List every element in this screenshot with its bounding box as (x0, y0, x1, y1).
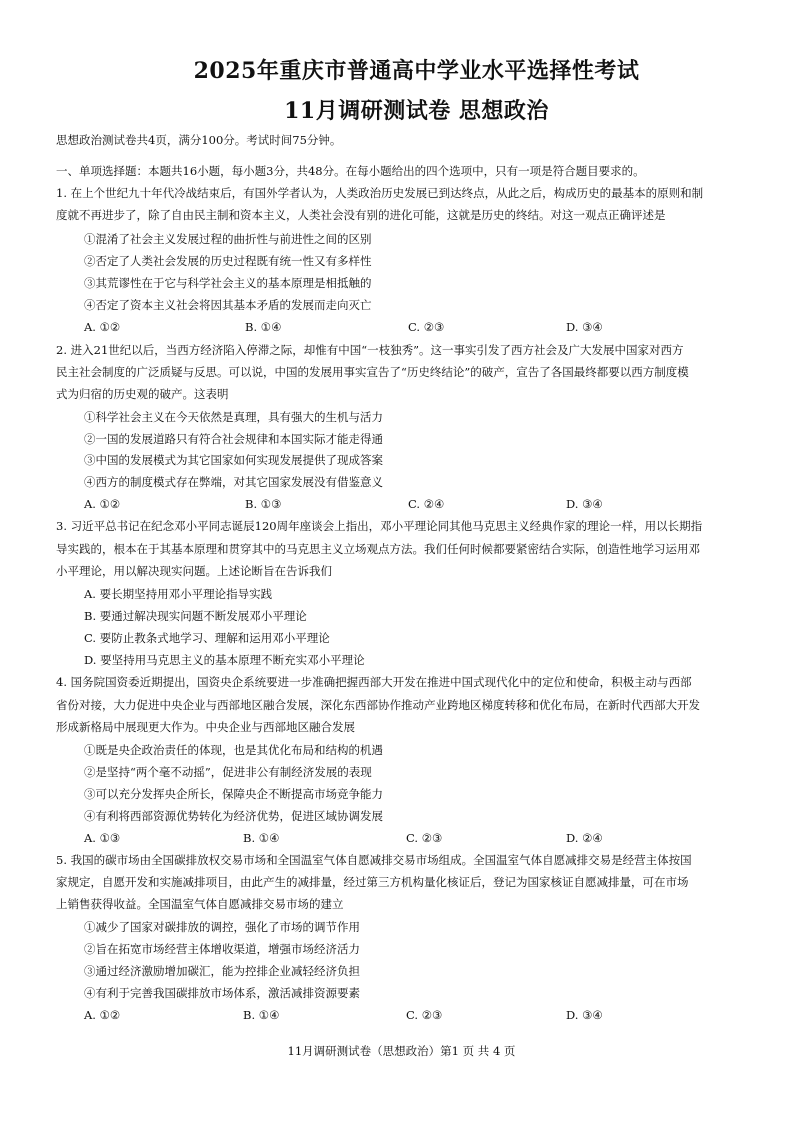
q2-statement-1: ①科学社会主义在今天依然是真理，具有强大的生机与活力 (84, 410, 383, 424)
q4-statement-4: ④有利将西部资源优势转化为经济优势，促进区域协调发展 (84, 809, 383, 823)
q2-option-d: D. ③④ (566, 497, 603, 511)
q2-statement-4: ④西方的制度模式存在弊端，对其它国家发展没有借鉴意义 (84, 475, 383, 489)
q2-stem-line-3: 式为归宿的历史观的破产。这表明 (56, 387, 229, 401)
q1-statement-4: ④否定了资本主义社会将因其基本矛盾的发展而走向灭亡 (84, 298, 372, 312)
q3-option-a: A. 要长期坚持用邓小平理论指导实践 (84, 587, 273, 601)
q4-option-d: D. ②④ (566, 831, 603, 845)
exam-subtitle: 11月调研测试卷 思想政治 (284, 98, 549, 124)
q3-option-b: B. 要通过解决现实问题不断发展邓小平理论 (84, 609, 307, 623)
q4-stem-line-3: 形成新格局中展现更大作为。中央企业与西部地区融合发展 (56, 720, 355, 734)
page-footer: 11月调研测试卷（思想政治）第1 页 共 4 页 (287, 1044, 516, 1058)
q3-option-d: D. 要坚持用马克思主义的基本原理不断充实邓小平理论 (84, 653, 365, 667)
q3-option-c: C. 要防止教条式地学习、理解和运用邓小平理论 (84, 631, 330, 645)
q5-statement-3: ③通过经济激励增加碳汇，能为控排企业减轻经济负担 (84, 964, 360, 978)
q2-option-a: A. ①② (84, 497, 121, 511)
q1-option-d: D. ③④ (566, 320, 603, 334)
q2-option-b: B. ①③ (245, 497, 282, 511)
q1-stem-line-2: 度就不再进步了，除了自由民主制和资本主义，人类社会没有别的进化可能，这就是历史的终结。对这一观点正确评述是 (56, 208, 666, 222)
q1-option-b: B. ①④ (245, 320, 282, 334)
q5-stem-line-2: 家规定，自愿开发和实施减排项目，由此产生的减排量，经过第三方机构量化核证后，登记为国家核证自愿减排量，可在市场 (56, 875, 689, 889)
exam-title: 2025年重庆市普通高中学业水平选择性考试 (193, 58, 640, 84)
q3-stem-line-1: 3. 习近平总书记在纪念邓小平同志诞辰120周年座谈会上指出，邓小平理论同其他马克思主义经典作家的理论一样，用以长期指 (56, 519, 703, 533)
q4-statement-2: ②是坚持“两个毫不动摇”，促进非公有制经济发展的表现 (84, 765, 372, 779)
q1-statement-1: ①混淆了社会主义发展过程的曲折性与前进性之间的区别 (84, 232, 372, 246)
section-heading: 一、单项选择题：本题共16小题，每小题3分，共48分。在每小题给出的四个选项中，只有一项是符合题目要求的。 (56, 164, 645, 178)
q1-statement-2: ②否定了人类社会发展的历史过程既有统一性又有多样性 (84, 254, 372, 268)
q4-statement-3: ③可以充分发挥央企所长，保障央企不断提高市场竞争能力 (84, 787, 383, 801)
q4-option-c: C. ②③ (406, 831, 443, 845)
q2-stem-line-2: 民主社会制度的广泛质疑与反思。可以说，中国的发展用事实宣告了“历史终结论”的破产，宣告了各国最终都要以西方制度模 (56, 365, 689, 379)
q4-stem-line-1: 4. 国务院国资委近期提出，国资央企系统要进一步准确把握西部大开发在推进中国式现代化中的定位和使命，积极主动与西部 (56, 675, 692, 689)
q3-stem-line-3: 小平理论，用以解决现实问题。上述论断旨在告诉我们 (56, 564, 332, 578)
q2-statement-3: ③中国的发展模式为其它国家如何实现发展提供了现成答案 (84, 453, 383, 467)
q2-stem-line-1: 2. 进入21世纪以后，当西方经济陷入停滞之际，却惟有中国“一枝独秀”。这一事实引发了西方社会及广大发展中国家对西方 (56, 343, 684, 357)
q4-option-b: B. ①④ (243, 831, 280, 845)
q5-stem-line-1: 5. 我国的碳市场由全国碳排放权交易市场和全国温室气体自愿减排交易市场组成。全国温室气体自愿减排交易是经营主体按国 (56, 853, 692, 867)
q2-option-c: C. ②④ (408, 497, 445, 511)
q5-option-b: B. ①④ (243, 1008, 280, 1022)
q5-statement-2: ②旨在拓宽市场经营主体增收渠道，增强市场经济活力 (84, 942, 360, 956)
q4-option-a: A. ①③ (84, 831, 121, 845)
q5-option-c: C. ②③ (406, 1008, 443, 1022)
exam-intro: 思想政治测试卷共4页，满分100分。考试时间75分钟。 (56, 133, 342, 147)
q4-statement-1: ①既是央企政治责任的体现，也是其优化布局和结构的机遇 (84, 743, 383, 757)
q5-option-a: A. ①② (84, 1008, 121, 1022)
q5-stem-line-3: 上销售获得收益。全国温室气体自愿减排交易市场的建立 (56, 897, 344, 911)
q2-statement-2: ②一国的发展道路只有符合社会规律和本国实际才能走得通 (84, 432, 383, 446)
q5-statement-1: ①减少了国家对碳排放的调控，强化了市场的调节作用 (84, 920, 360, 934)
q3-stem-line-2: 导实践的，根本在于其基本原理和贯穿其中的马克思主义立场观点方法。我们任何时候都要紧密结合实际，创造性地学习运用邓 (56, 542, 700, 556)
q4-stem-line-2: 省份对接，大力促进中央企业与西部地区融合发展，深化东西部协作推动产业跨地区梯度转移和优化布局，在新时代西部大开发 (56, 698, 700, 712)
q1-option-c: C. ②③ (408, 320, 445, 334)
q1-stem-line-1: 1. 在上个世纪九十年代冷战结束后，有国外学者认为，人类政治历史发展已到达终点，从此之后，构成历史的最基本的原则和制 (56, 186, 704, 200)
q5-statement-4: ④有利于完善我国碳排放市场体系，激活减排资源要素 (84, 986, 360, 1000)
q5-option-d: D. ③④ (566, 1008, 603, 1022)
q1-option-a: A. ①② (84, 320, 121, 334)
q1-statement-3: ③其荒谬性在于它与科学社会主义的基本原理是相抵触的 (84, 276, 372, 290)
